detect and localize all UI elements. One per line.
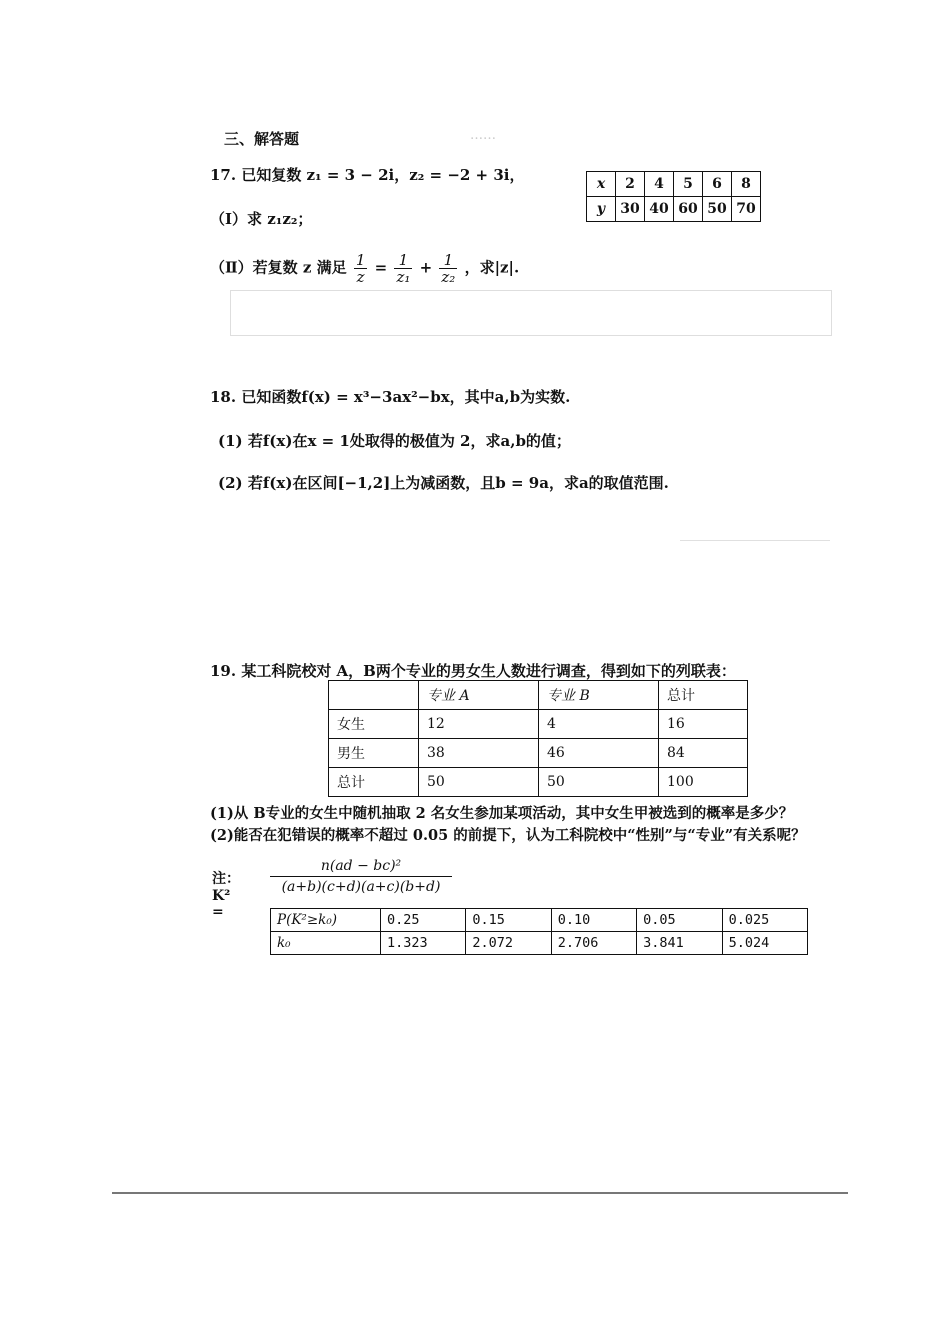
q18-part1: (1) 若f(x)在x = 1处取得的极值为 2，求a,b的值； — [218, 432, 571, 450]
header-cell: 专业 B — [539, 681, 659, 710]
row-label-cell: 男生 — [329, 739, 419, 768]
bleed-through-text — [230, 290, 832, 336]
table-cell: 3.841 — [637, 932, 722, 955]
table-row — [587, 172, 761, 197]
fraction-1-over-z2 — [439, 252, 457, 285]
table-cell: 5.024 — [722, 932, 807, 955]
x-value-cell: 5 — [674, 172, 703, 197]
table-cell: 38 — [419, 739, 539, 768]
row-label-cell: P(K²≥k₀) — [271, 909, 381, 932]
table-cell: 0.025 — [722, 909, 807, 932]
table-cell: 100 — [659, 768, 748, 797]
equals-sign: = — [374, 258, 388, 277]
y-value-cell: 50 — [703, 197, 732, 222]
fraction-numerator: 1 — [355, 251, 366, 269]
fraction-numerator: 1 — [394, 252, 412, 269]
fraction-1-over-z1 — [394, 252, 412, 285]
q17-stem: 17. 已知复数 z₁ = 3 − 2i，z₂ = −2 + 3i， — [210, 166, 525, 184]
y-value-cell: 60 — [674, 197, 703, 222]
table-cell: 2.072 — [466, 932, 551, 955]
table-row — [329, 739, 748, 768]
table-cell: 4 — [539, 710, 659, 739]
table-row — [271, 932, 808, 955]
table-cell: 12 — [419, 710, 539, 739]
fraction-1-over-z — [354, 252, 368, 285]
row-label-cell: 总计 — [329, 768, 419, 797]
x-value-cell: 6 — [703, 172, 732, 197]
header-cell — [329, 681, 419, 710]
formula-denominator: (a+b)(c+d)(a+c)(b+d) — [281, 879, 441, 895]
y-value-cell: 70 — [732, 197, 761, 222]
fraction-denominator: z₁ — [396, 268, 411, 286]
xy-data-table — [586, 171, 761, 222]
header-cell: 专业 A — [419, 681, 539, 710]
q19-part1: (1)从 B专业的女生中随机抽取 2 名女生参加某项活动，其中女生甲被选到的概率是多少？ — [210, 805, 794, 822]
fraction-numerator: 1 — [439, 252, 457, 269]
table-cell: 84 — [659, 739, 748, 768]
plus-sign: + — [419, 258, 433, 277]
critical-value-table — [270, 908, 808, 955]
x-label-cell: x — [587, 172, 616, 197]
row-label-cell: 女生 — [329, 710, 419, 739]
fraction-denominator: z — [356, 268, 365, 286]
y-value-cell: 40 — [645, 197, 674, 222]
x-value-cell: 2 — [616, 172, 645, 197]
formula-numerator: n(ad − bc)² — [270, 858, 452, 877]
q18-part2: (2) 若f(x)在区间[−1,2]上为减函数，且b = 9a，求a的取值范围. — [218, 474, 669, 492]
fraction-denominator: z₂ — [441, 268, 456, 286]
bleed-through-text: …… — [470, 128, 496, 143]
note-label: 注：K² = — [212, 871, 240, 920]
bleed-through-text — [680, 460, 830, 541]
q17-part2-prefix: （Ⅱ）若复数 z 满足 — [210, 258, 347, 277]
bottom-divider — [112, 1192, 848, 1194]
row-label-cell: k₀ — [271, 932, 381, 955]
q17-part2-suffix: ，求|z|. — [464, 258, 520, 277]
table-cell: 0.10 — [551, 909, 636, 932]
table-row — [329, 768, 748, 797]
y-value-cell: 30 — [616, 197, 645, 222]
table-row — [329, 710, 748, 739]
table-cell: 0.25 — [381, 909, 466, 932]
table-row — [587, 197, 761, 222]
table-cell: 46 — [539, 739, 659, 768]
q19-stem: 19. 某工科院校对 A，B两个专业的男女生人数进行调查，得到如下的列联表： — [210, 662, 736, 680]
x-value-cell: 4 — [645, 172, 674, 197]
q18-stem: 18. 已知函数f(x) = x³−3ax²−bx，其中a,b为实数. — [210, 388, 571, 406]
q17-part2 — [210, 252, 519, 285]
x-value-cell: 8 — [732, 172, 761, 197]
q17-part1: （Ⅰ）求 z₁z₂； — [210, 210, 313, 228]
table-cell: 16 — [659, 710, 748, 739]
table-cell: 50 — [539, 768, 659, 797]
q19-part2: (2)能否在犯错误的概率不超过 0.05 的前提下，认为工科院校中“性别”与“专业”有关系呢？ — [210, 827, 806, 844]
table-cell: 2.706 — [551, 932, 636, 955]
section-title: 三、解答题 — [224, 130, 300, 148]
table-cell: 0.05 — [637, 909, 722, 932]
contingency-table — [328, 680, 748, 797]
table-cell: 1.323 — [381, 932, 466, 955]
y-label-cell: y — [587, 197, 616, 222]
formula-fraction — [270, 858, 452, 895]
table-row — [271, 909, 808, 932]
header-cell: 总计 — [659, 681, 748, 710]
table-cell: 0.15 — [466, 909, 551, 932]
table-cell: 50 — [419, 768, 539, 797]
table-row — [329, 681, 748, 710]
